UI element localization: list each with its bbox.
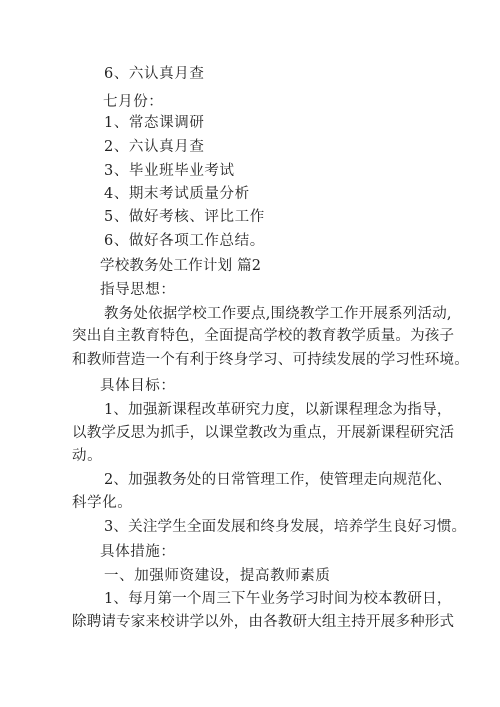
paragraph-line: 和教师营造一个有利于终身学习、可持续发展的学习性环境。 — [72, 352, 469, 368]
list-item: 1、常态课调研 — [104, 115, 205, 131]
paragraph-line: 1、每月第一个周三下午业务学习时间为校本教研日， — [104, 591, 452, 607]
list-item: 5、做好考核、评比工作 — [104, 209, 265, 225]
list-item: 2、六认真月查 — [104, 139, 205, 155]
document-title: 学校教务处工作计划 篇2 — [100, 258, 262, 274]
paragraph-line: 教务处依据学校工作要点,围绕教学工作开展系列活动, — [104, 306, 452, 322]
list-item: 3、毕业班毕业考试 — [104, 163, 235, 179]
list-item: 6、六认真月查 — [104, 66, 205, 82]
paragraph-line: 突出自主教育特色，全面提高学校的教育教学质量。为孩子 — [72, 328, 455, 344]
section-heading: 具体措施： — [100, 544, 176, 560]
paragraph-line: 1、加强新课程改革研究力度，以新课程理念为指导， — [104, 402, 452, 418]
section-heading: 具体目标： — [100, 378, 176, 394]
paragraph-line: 动。 — [72, 448, 103, 464]
subsection-heading: 一、加强师资建设，提高教师素质 — [104, 568, 331, 584]
paragraph-line: 以教学反思为抓手，以课堂教改为重点，开展新课程研究活 — [72, 425, 455, 441]
list-item: 6、做好各项工作总结。 — [104, 233, 265, 249]
paragraph-line: 3、关注学生全面发展和终身发展，培养学生良好习惯。 — [104, 519, 467, 535]
paragraph-line: 科学化。 — [72, 495, 133, 511]
list-item: 4、期末考试质量分析 — [104, 186, 250, 202]
section-heading: 七月份： — [103, 94, 164, 110]
paragraph-line: 2、加强教务处的日常管理工作，使管理走向规范化、 — [104, 472, 452, 488]
section-heading: 指导思想： — [100, 282, 176, 298]
paragraph-line: 除聘请专家来校讲学以外，由各教研大组主持开展多种形式 — [72, 614, 455, 630]
